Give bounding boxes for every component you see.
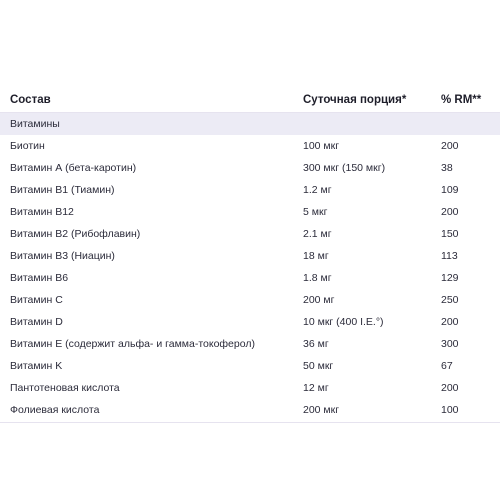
table-row [0, 135, 500, 157]
row-amount: 36 мг [303, 338, 329, 350]
table-row [0, 267, 500, 289]
row-amount: 200 мкг [303, 404, 340, 416]
row-rm: 200 [441, 140, 459, 152]
table-row [0, 355, 500, 377]
row-amount: 300 мкг (150 мкг) [303, 162, 386, 174]
row-name: Витамин C [10, 294, 63, 306]
section-title: Витамины [10, 118, 60, 130]
header-rm: % RM** [441, 94, 482, 106]
table-row [0, 179, 500, 201]
table-body [0, 135, 500, 421]
table-row [0, 377, 500, 399]
table-row [0, 201, 500, 223]
row-amount: 2.1 мг [303, 228, 332, 240]
table-row [0, 399, 500, 421]
row-amount: 5 мкг [303, 206, 328, 218]
header-composition: Состав [10, 94, 51, 106]
table-row [0, 333, 500, 355]
table-bottom-divider [0, 422, 500, 423]
nutrition-table [0, 88, 500, 423]
row-name: Пантотеновая кислота [10, 382, 120, 394]
row-rm: 150 [441, 228, 459, 240]
row-rm: 200 [441, 316, 459, 328]
row-name: Витамин D [10, 316, 63, 328]
row-rm: 129 [441, 272, 459, 284]
row-amount: 1.2 мг [303, 184, 332, 196]
row-rm: 200 [441, 206, 459, 218]
row-amount: 18 мг [303, 250, 329, 262]
row-rm: 250 [441, 294, 459, 306]
row-amount: 1.8 мг [303, 272, 332, 284]
row-name: Витамин B1 (Тиамин) [10, 184, 115, 196]
section-header-vitamins [0, 113, 500, 135]
table-row [0, 245, 500, 267]
row-name: Биотин [10, 140, 45, 152]
row-amount: 10 мкг (400 I.E.°) [303, 316, 384, 328]
row-name: Витамин B2 (Рибофлавин) [10, 228, 141, 240]
row-rm: 100 [441, 404, 459, 416]
table-row [0, 223, 500, 245]
table-row [0, 289, 500, 311]
header-daily-portion: Суточная порция* [303, 94, 407, 106]
row-name: Витамин E (содержит альфа- и гамма-токоферол) [10, 338, 255, 350]
row-amount: 200 мг [303, 294, 335, 306]
row-name: Витамин K [10, 360, 63, 372]
row-name: Витамин B12 [10, 206, 74, 218]
table-header-row [0, 88, 500, 113]
row-name: Витамин А (бета-каротин) [10, 162, 137, 174]
row-name: Витамин B3 (Ниацин) [10, 250, 115, 262]
row-rm: 67 [441, 360, 453, 372]
row-rm: 38 [441, 162, 453, 174]
row-rm: 113 [441, 250, 458, 262]
row-name: Витамин B6 [10, 272, 69, 284]
row-amount: 100 мкг [303, 140, 340, 152]
row-amount: 50 мкг [303, 360, 334, 372]
row-name: Фолиевая кислота [10, 404, 100, 416]
row-rm: 300 [441, 338, 459, 350]
row-amount: 12 мг [303, 382, 329, 394]
table-row [0, 157, 500, 179]
row-rm: 200 [441, 382, 459, 394]
table-row [0, 311, 500, 333]
row-rm: 109 [441, 184, 459, 196]
